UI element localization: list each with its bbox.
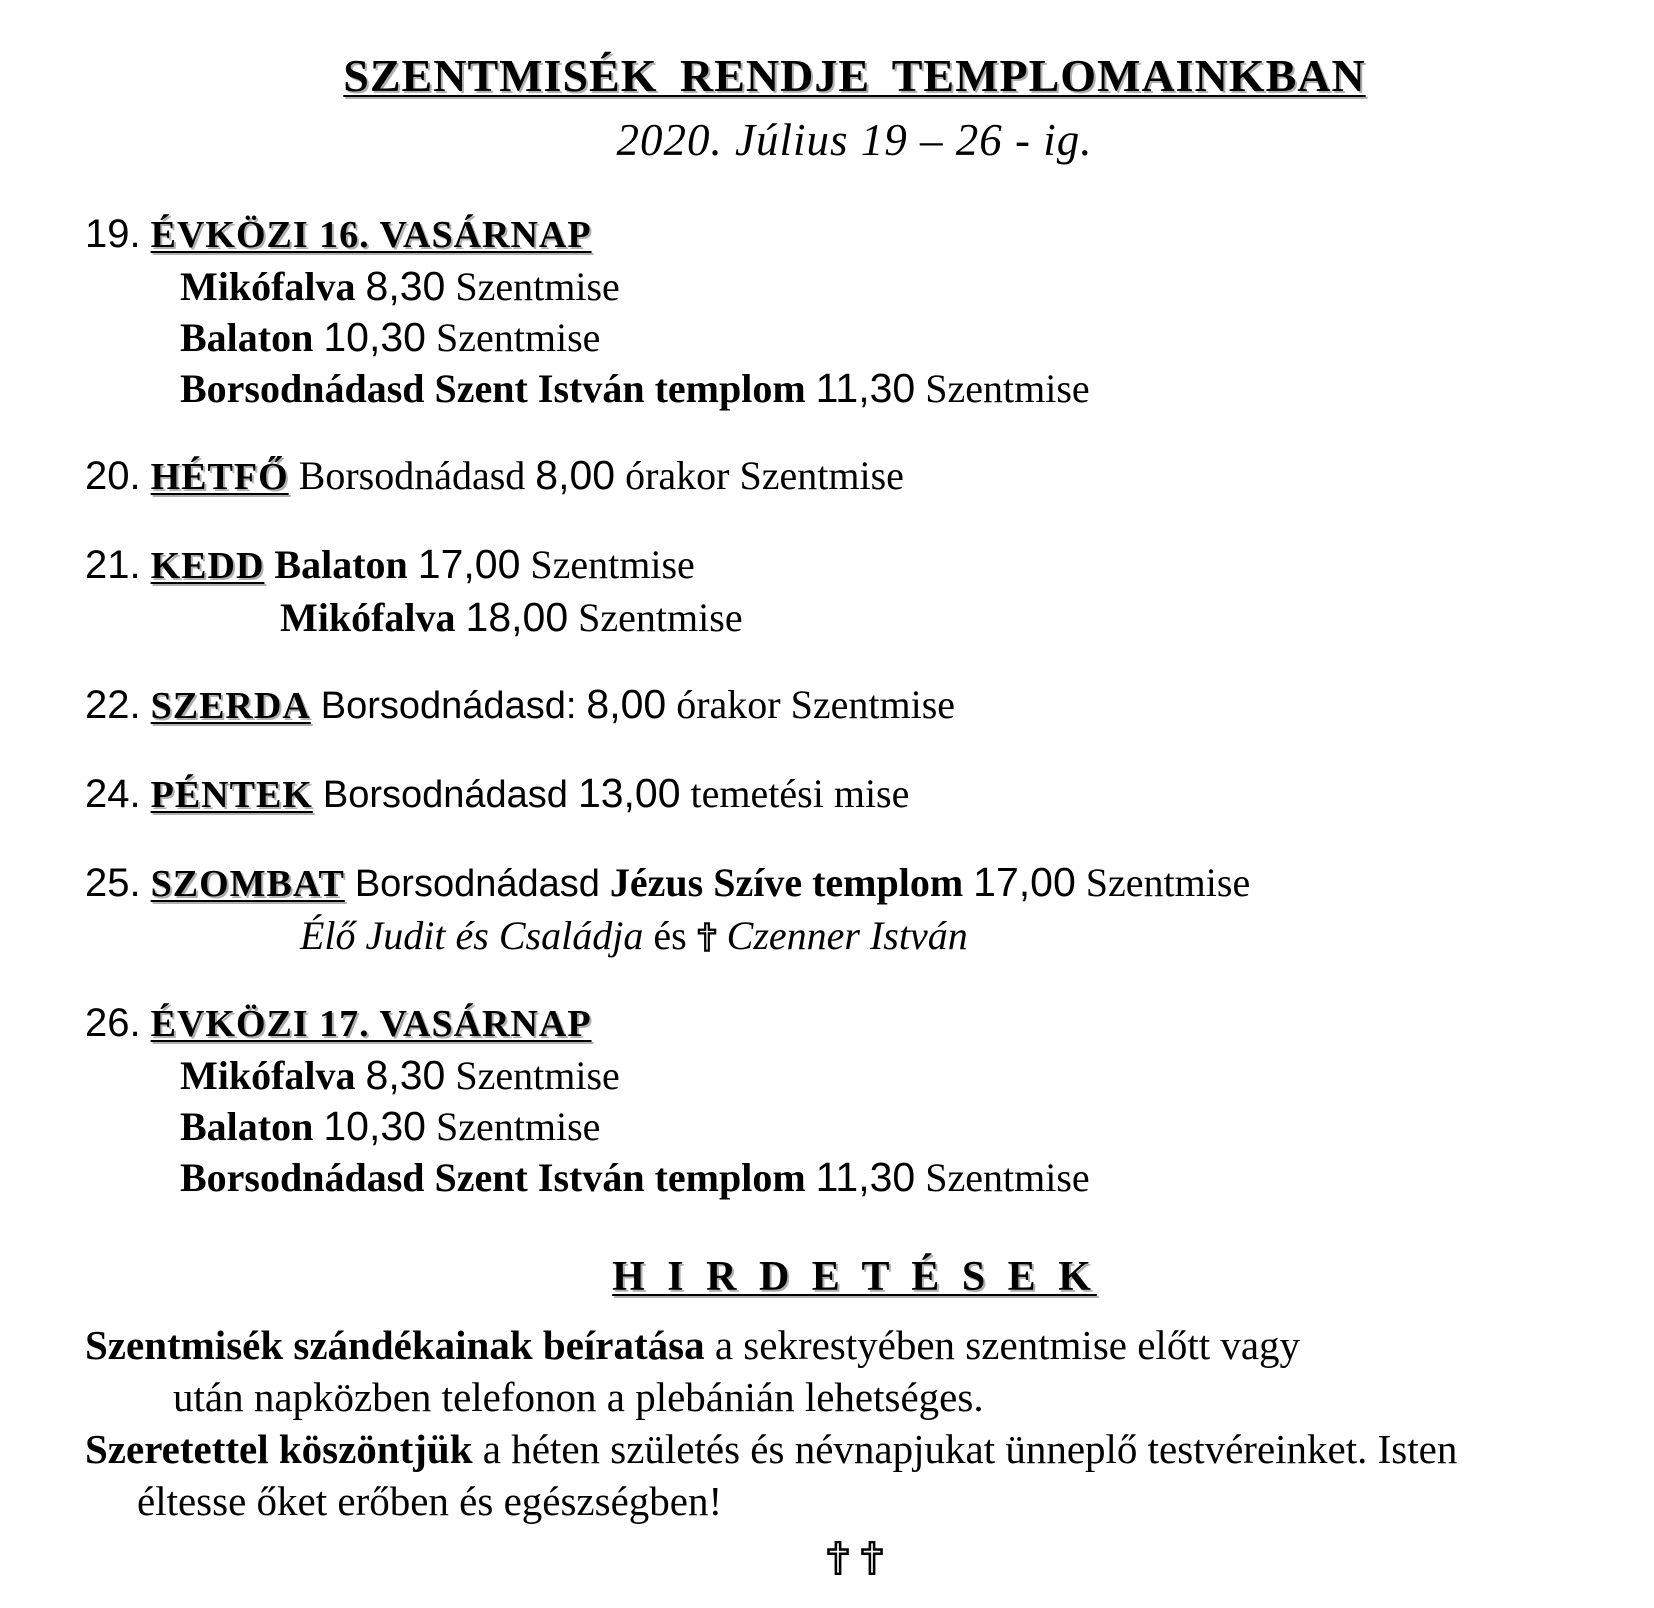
mass-time: 8,30	[365, 1052, 446, 1098]
location-name: Balaton	[180, 1104, 314, 1149]
day-name: ÉVKÖZI 16. VASÁRNAP	[150, 214, 592, 256]
day-name: ÉVKÖZI 17. VASÁRNAP	[150, 1003, 592, 1045]
schedule-line	[85, 592, 1624, 643]
mass-time: 11,30	[815, 1154, 916, 1200]
mass-text: Szentmise	[925, 1155, 1090, 1200]
location-name: Jézus Szíve templom	[609, 860, 964, 905]
mass-time: 17,00	[417, 541, 521, 587]
mass-intention: Czenner István	[726, 913, 968, 958]
schedule-line	[85, 997, 1624, 1050]
schedule-line	[85, 261, 1624, 312]
mass-text: órakor Szentmise	[676, 682, 956, 727]
announcement-line	[85, 1371, 1624, 1423]
location-name: Szeretettel köszöntjük	[85, 1426, 473, 1472]
location-name: Borsodnádasd:	[320, 685, 577, 727]
page-title: SZENTMISÉK RENDJE TEMPLOMAINKBAN	[343, 50, 1366, 101]
schedule-line	[85, 208, 1624, 261]
schedule-line	[85, 312, 1624, 363]
mass-text: és	[653, 913, 687, 958]
mass-text: éltesse őket erőben és egészségben!	[137, 1478, 723, 1524]
location-name: Mikófalva	[280, 595, 456, 640]
mass-time: 18,00	[465, 594, 569, 640]
announcement-line	[85, 1319, 1624, 1371]
location-name: Borsodnádasd Szent István templom	[180, 1155, 806, 1200]
mass-time: 8,00	[586, 681, 667, 727]
day-name: PÉNTEK	[150, 774, 313, 816]
schedule-line	[85, 450, 1624, 503]
location-name: Szentmisék szándékainak beíratása	[85, 1322, 705, 1368]
location-name: Mikófalva	[180, 264, 356, 309]
footer-crosses	[85, 1541, 1624, 1580]
day-name: SZOMBAT	[150, 863, 345, 905]
mass-time: 8,30	[365, 263, 446, 309]
mass-text: Szentmise	[925, 366, 1090, 411]
schedule-line	[85, 363, 1624, 414]
day-number: 20.	[85, 454, 141, 498]
mass-text: Borsodnádasd	[298, 453, 526, 498]
mass-text: Szentmise	[455, 1053, 620, 1098]
day-number: 25.	[85, 861, 141, 905]
day-number: 21.	[85, 543, 141, 587]
mass-text: Szentmise	[578, 595, 743, 640]
day-name: SZERDA	[150, 685, 311, 727]
schedule-line	[85, 1050, 1624, 1101]
mass-text: Szentmise	[530, 542, 695, 587]
mass-text: Szentmise	[435, 1104, 601, 1149]
day-number: 19.	[85, 212, 141, 256]
day-name: HÉTFŐ	[150, 456, 289, 498]
schedule-line	[85, 1152, 1624, 1203]
mass-intention: Élő Judit és Családja	[300, 913, 644, 958]
location-name: Balaton	[274, 542, 408, 587]
announcement-line	[85, 1423, 1624, 1475]
location-name: Borsodnádasd	[354, 863, 600, 905]
schedule-line	[85, 1101, 1624, 1152]
announcement-line	[85, 1475, 1624, 1527]
mass-time: 8,00	[535, 452, 616, 498]
mass-time: 11,30	[815, 365, 916, 411]
mass-text: után napközben telefonon a plebánián lehetséges.	[173, 1374, 984, 1420]
day-number: 26.	[85, 1001, 141, 1045]
day-number: 24.	[85, 772, 141, 816]
location-name: Borsodnádasd Szent István templom	[180, 366, 806, 411]
mass-text: Szentmise	[455, 264, 620, 309]
day-name: KEDD	[150, 545, 265, 587]
mass-text: a sekrestyében szentmise előtt vagy	[714, 1322, 1301, 1368]
schedule-line	[85, 857, 1624, 910]
announcements-header: H I R D E T É S E K	[612, 1254, 1097, 1300]
announcements-list	[85, 1319, 1624, 1527]
location-name: Balaton	[180, 315, 314, 360]
schedule-line	[85, 768, 1624, 821]
day-number: 22.	[85, 683, 141, 727]
location-name: Mikófalva	[180, 1053, 356, 1098]
mass-text: Szentmise	[435, 315, 601, 360]
mass-time: 10,30	[323, 1103, 426, 1149]
mass-time: 13,00	[577, 770, 681, 816]
page-subtitle: 2020. Július 19 – 26 - ig.	[616, 115, 1093, 165]
schedule-line	[85, 539, 1624, 592]
cross-icon	[821, 1562, 855, 1579]
mass-text: órakor Szentmise	[625, 453, 904, 498]
mass-time: 10,30	[323, 314, 426, 360]
schedule-line	[85, 679, 1624, 732]
mass-schedule-list	[85, 208, 1624, 1203]
cross-icon	[697, 913, 717, 958]
schedule-line	[85, 910, 1624, 961]
location-name: Borsodnádasd	[322, 774, 568, 816]
mass-text: Szentmise	[1085, 860, 1251, 905]
cross-icon	[855, 1562, 889, 1579]
mass-text: temetési mise	[690, 771, 910, 816]
mass-time: 17,00	[973, 859, 1076, 905]
mass-text: a héten születés és névnapjukat ünneplő testvéreinket. Isten	[482, 1426, 1458, 1472]
